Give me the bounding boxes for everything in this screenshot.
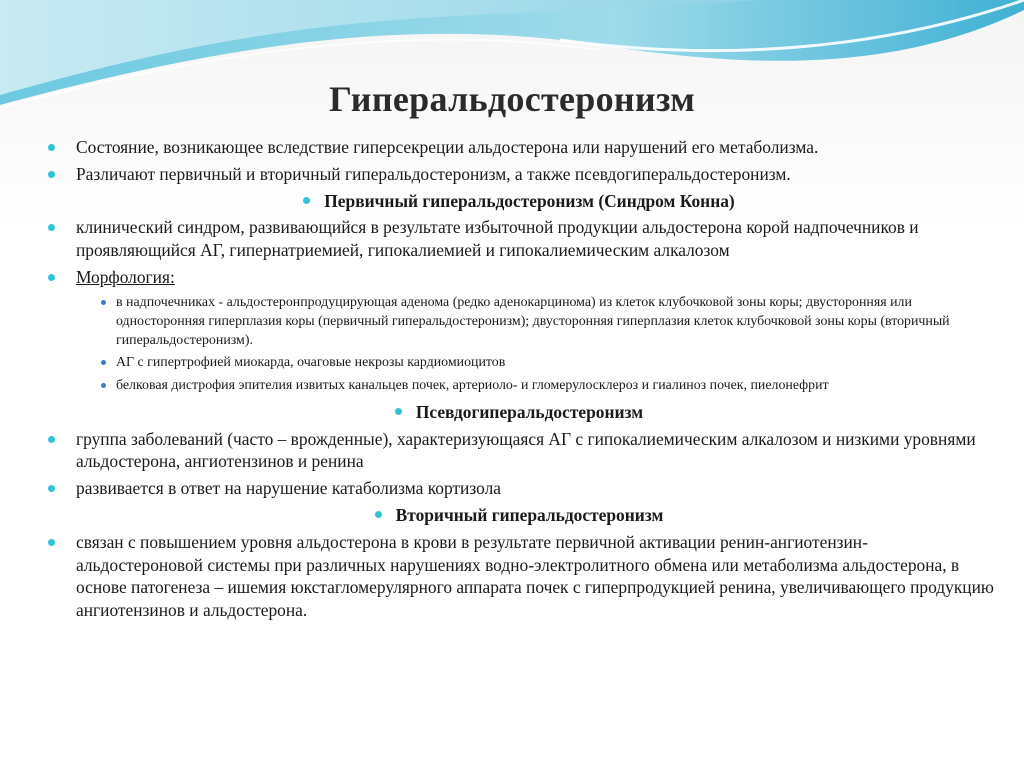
bullet-dot-icon [303,197,310,204]
bullet-dot-icon [48,224,55,231]
bullet-text: клинический синдром, развивающийся в результате избыточной продукции альдостерона корой надпочечников и проявляющийся АГ, гипернатриемией, гипокалиемией и гипокалиемическим алкалозом [76,217,919,261]
bullet-text: связан с повышением уровня альдостерона в крови в результате первичной активации ренин-ангиотензин-альдостероновой системы при различных нарушениях водно-электролитного обмена или метаболизма альдостерона, в основе патогенеза – ишемия юкстагломерулярного аппарата почек с гиперпродукцией ренина, увеличивающего продукцию ангиотензинов и альдостерона. [76,531,994,621]
bullet-pseudo-definition [44,428,994,474]
bullet-text: Состояние, возникающее вследствие гиперсекреции альдостерона или нарушений его метаболизма. [76,137,819,157]
bullet-types [44,163,994,186]
bullet-text: группа заболеваний (часто – врожденные), характеризующаяся АГ с гипокалиемическим алкалозом и низкими уровнями альдостерона, ангиотензинов и ренина [76,428,976,472]
sub-bullet-text: АГ с гипертрофией миокарда, очаговые некрозы кардиомиоцитов [116,355,506,371]
sub-bullet-text: белковая дистрофия эпителия извитых канальцев почек, артериоло- и гломерулосклероз и гиалиноз почек, пиелонефрит [116,377,829,393]
bullet-primary-definition [44,216,994,262]
heading-text: Вторичный гиперальдостеронизм [395,504,664,525]
sub-bullet [44,293,994,351]
bullet-dot-icon [375,511,382,518]
bullet-pseudo-cause [44,477,994,500]
sub-bullet-dot-icon [101,383,106,388]
heading-primary [44,190,994,213]
heading-secondary [44,504,994,527]
sub-bullet [44,353,994,372]
bullet-dot-icon [48,274,55,281]
bullet-dot-icon [48,144,55,151]
bullet-dot-icon [48,539,55,546]
slide-content [44,136,994,626]
slide-title: Гиперальдостеронизм [328,79,696,119]
heading-pseudo [44,401,994,424]
bullet-text: развивается в ответ на нарушение катаболизма кортизола [76,478,501,499]
sub-bullet-text: в надпочечниках - альдостеронпродуцирующая аденома (редко аденокарцинома) из клеток клубочковой зоны коры; двусторонняя или односторонняя гиперплазия коры (первичный гиперальдостеронизм); двусторонняя гиперплазия клеток клубочковой зоны коры (вторичный гиперальдостеронизм). [116,294,950,349]
bullet-dot-icon [395,408,402,415]
sub-bullet [44,376,994,395]
morphology-label: Морфология: [76,266,175,287]
bullet-morphology [44,266,994,289]
sub-bullet-dot-icon [101,300,106,305]
bullet-dot-icon [48,171,55,178]
bullet-definition [44,136,994,159]
heading-text: Первичный гиперальдостеронизм (Синдром Конна) [324,190,735,211]
sub-bullet-dot-icon [101,360,106,365]
bullet-secondary-definition [44,531,994,622]
bullet-dot-icon [48,485,55,492]
bullet-text: Различают первичный и вторичный гиперальдостеронизм, а также псевдогиперальдостеронизм. [76,163,791,184]
bullet-dot-icon [48,436,55,443]
heading-text: Псевдогиперальдостеронизм [415,401,644,422]
